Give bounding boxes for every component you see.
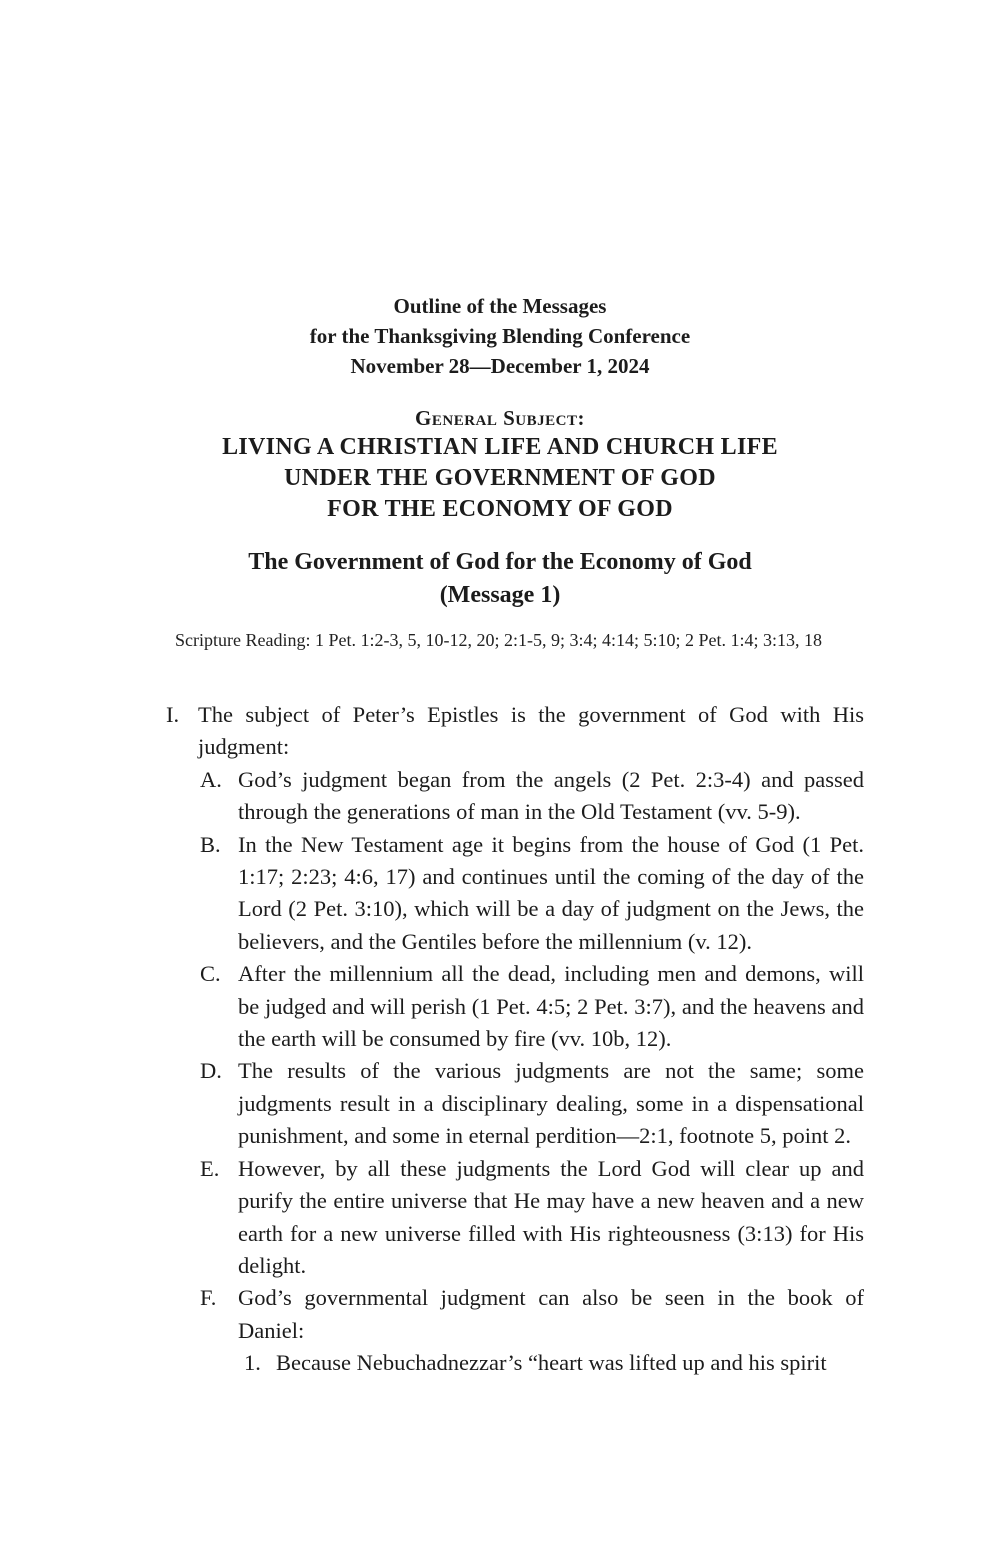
outline-point-I [166, 699, 864, 764]
outline-marker: D. [200, 1058, 222, 1084]
outline-point-D [200, 1055, 864, 1152]
conference-header [0, 291, 1000, 381]
outline-text: However, by all these judgments the Lord God will clear up and purify the entire universe that He may have a new heaven and a new earth for a new universe filled with His righteousness (3:13) for His delight. [238, 1155, 864, 1278]
message-heading [0, 546, 1000, 612]
outline-text: God’s governmental judgment can also be seen in the book of Daniel: [238, 1285, 864, 1343]
outline-point-C [200, 958, 864, 1055]
general-subject-title-line3: FOR THE ECONOMY OF GOD [327, 496, 673, 522]
general-subject-title-line1: LIVING A CHRISTIAN LIFE AND CHURCH LIFE [222, 434, 778, 460]
general-subject-label: General Subject: [415, 406, 585, 430]
message-number: (Message 1) [439, 582, 561, 608]
message-outline [0, 699, 1000, 1380]
outline-point-B [200, 829, 864, 959]
message-title: The Government of God for the Economy of God [248, 549, 752, 575]
general-subject [0, 404, 1000, 525]
outline-marker: E. [200, 1155, 220, 1181]
outline-point-E [200, 1153, 864, 1283]
header-line-conference: for the Thanksgiving Blending Conference [309, 324, 691, 348]
outline-text: In the New Testament age it begins from the house of God (1 Pet. 1:17; 2:23; 4:6, 17) and continues until the coming of the day of the Lord (2 Pet. 3:10), which will be a day of judgment on the Jews, the believers, and the Gentiles before the millennium (v. 12). [238, 831, 864, 954]
outline-text: The subject of Peter’s Epistles is the government of God with His judgment: [198, 702, 864, 760]
outline-marker: I. [166, 702, 180, 727]
outline-text: After the millennium all the dead, including men and demons, will be judged and will perish (1 Pet. 4:5; 2 Pet. 3:7), and the heavens and the earth will be consumed by fire (vv. 10b, 12). [238, 961, 864, 1052]
header-line-dates: November 28—December 1, 2024 [350, 354, 650, 378]
scripture-reading: Scripture Reading: 1 Pet. 1:2-3, 5, 10-12, 20; 2:1-5, 9; 3:4; 4:14; 5:10; 2 Pet. 1:4; 3:13, 18 [175, 630, 822, 650]
outline-point-1 [244, 1347, 864, 1379]
outline-marker: A. [200, 766, 222, 792]
outline-text: The results of the various judgments are not the same; some judgments result in a disciplinary dealing, some in a dispensational punishment, and some in eternal perdition—2:1, footnote 5, point 2. [238, 1058, 864, 1149]
outline-text: God’s judgment began from the angels (2 Pet. 2:3-4) and passed through the generations of man in the Old Testament (vv. 5-9). [238, 766, 864, 825]
outline-marker: F. [200, 1285, 217, 1311]
header-line-outline: Outline of the Messages [393, 294, 607, 318]
outline-text: Because Nebuchadnezzar’s “heart was lifted up and his spirit [276, 1350, 827, 1376]
outline-marker: C. [200, 961, 221, 987]
outline-marker: B. [200, 831, 221, 857]
outline-point-A [200, 764, 864, 829]
outline-point-F [200, 1282, 864, 1347]
general-subject-title-line2: UNDER THE GOVERNMENT OF GOD [284, 465, 716, 491]
outline-marker: 1. [244, 1350, 261, 1376]
